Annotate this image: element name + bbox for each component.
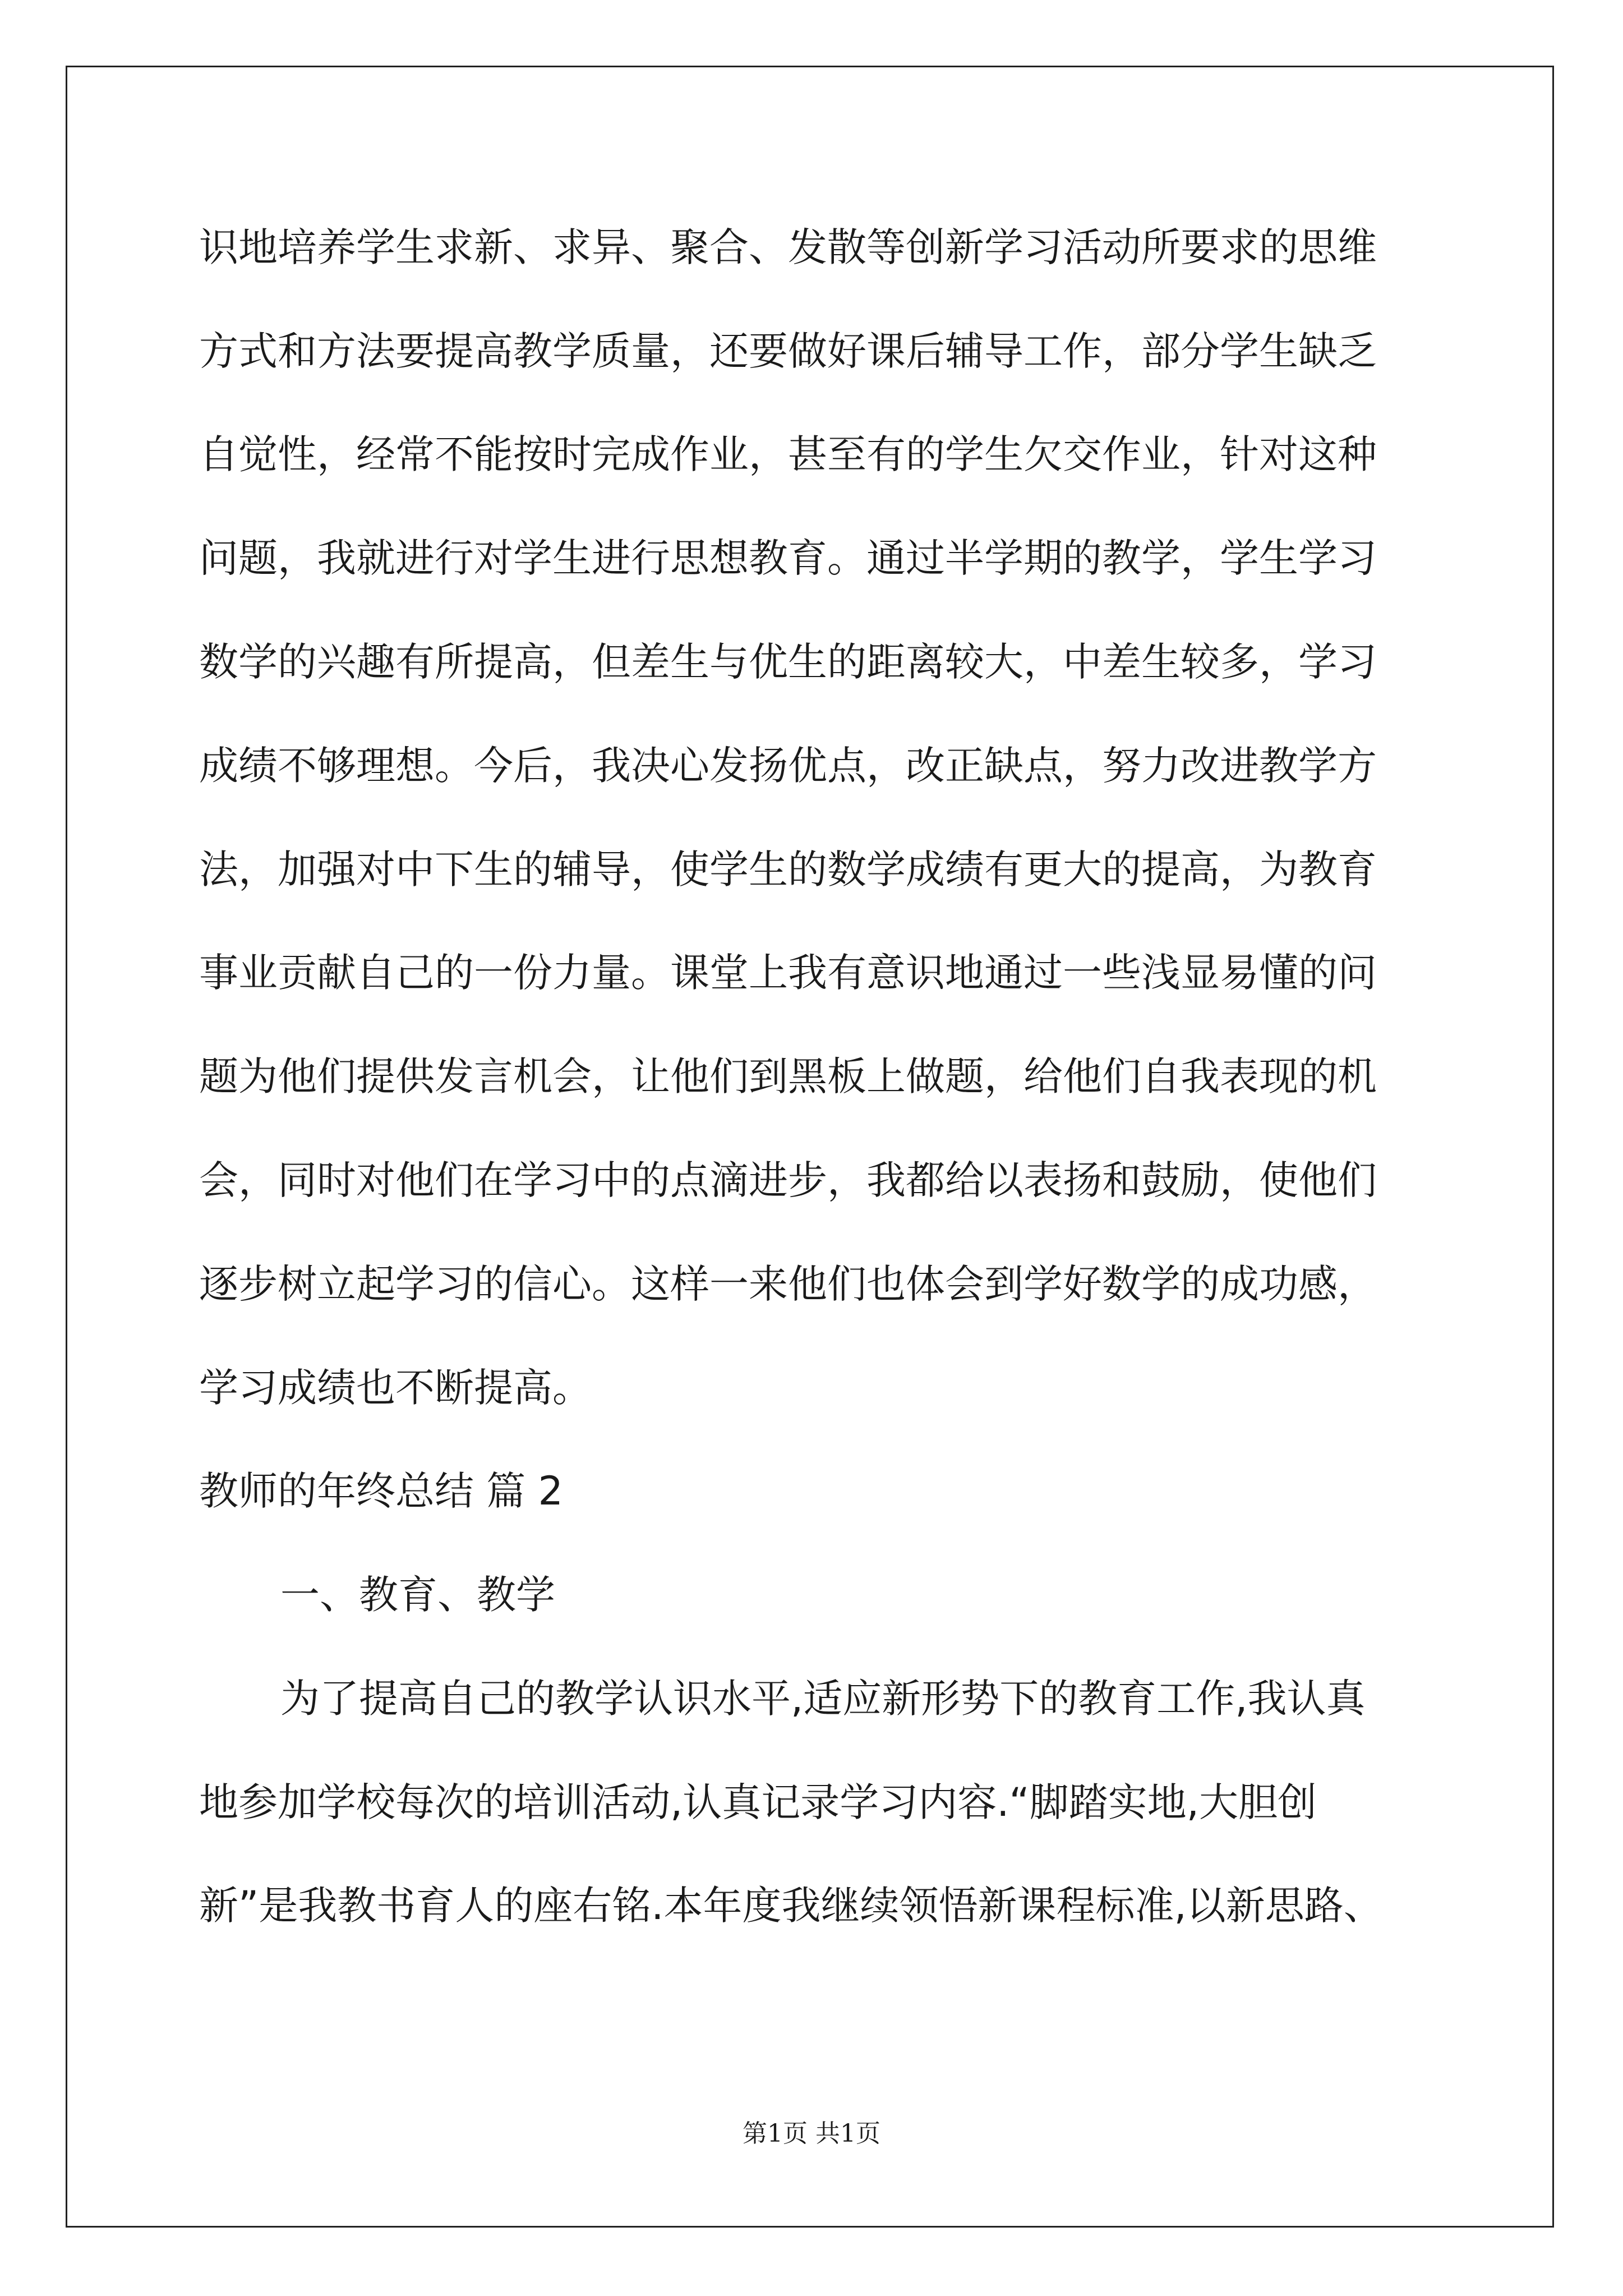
paragraph-line: 识地培养学生求新、求异、聚合、发散等创新学习活动所要求的思维 — [199, 224, 1377, 270]
paragraph-line: 问题，我就进行对学生进行思想教育。通过半学期的教学，学生学习 — [199, 535, 1377, 581]
paragraph-line: 为了提高自己的教学认识水平,适应新形势下的教育工作,我认真 — [280, 1676, 1366, 1722]
page-footer: 第1页 共1页 — [743, 2119, 880, 2148]
paragraph-line: 学习成绩也不断提高。 — [199, 1365, 592, 1411]
subsection-title: 一、教育、教学 — [280, 1572, 555, 1618]
paragraph-line: 事业贡献自己的一份力量。课堂上我有意识地通过一些浅显易懂的问 — [199, 950, 1377, 996]
paragraph-line: 方式和方法要提高教学质量，还要做好课后辅导工作，部分学生缺乏 — [199, 328, 1377, 374]
paragraph-line: 逐步树立起学习的信心。这样一来他们也体会到学好数学的成功感， — [199, 1261, 1377, 1307]
paragraph-line: 新”是我教书育人的座右铭.本年度我继续领悟新课程标准,以新思路、 — [199, 1883, 1383, 1929]
paragraph-line: 会，同时对他们在学习中的点滴进步，我都给以表扬和鼓励，使他们 — [199, 1157, 1377, 1203]
paragraph-line: 数学的兴趣有所提高，但差生与优生的距离较大，中差生较多，学习 — [199, 639, 1377, 685]
paragraph-line: 自觉性，经常不能按时完成作业，甚至有的学生欠交作业，针对这种 — [199, 431, 1377, 477]
paragraph-line: 地参加学校每次的培训活动,认真记录学习内容.“脚踏实地,大胆创 — [199, 1779, 1317, 1825]
paragraph-line: 法，加强对中下生的辅导，使学生的数学成绩有更大的提高，为教育 — [199, 846, 1377, 892]
paragraph-line: 成绩不够理想。今后，我决心发扬优点，改正缺点，努力改进教学方 — [199, 743, 1377, 789]
paragraph-line: 题为他们提供发言机会，让他们到黑板上做题，给他们自我表现的机 — [199, 1053, 1377, 1099]
section-heading: 教师的年终总结 篇 2 — [199, 1468, 564, 1514]
